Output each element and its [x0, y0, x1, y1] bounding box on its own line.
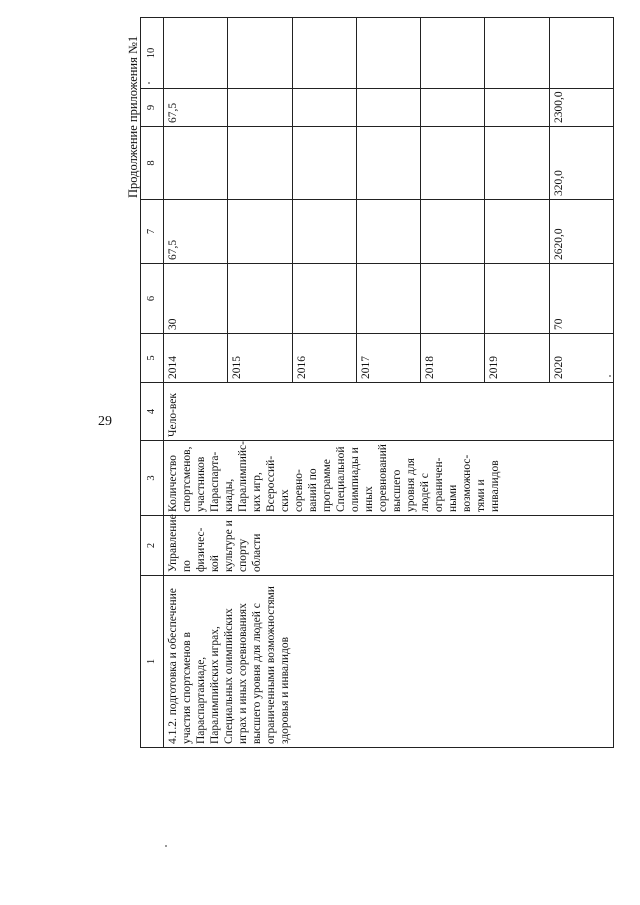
year-cell: 2020 — [549, 334, 613, 383]
value-cell — [485, 89, 549, 127]
measure-description: 4.1.2. подготовка и обеспечение участия спортсменов в Параспартакиаде, Паралимпийских играх, Специальных олимпийских играх и иных соревнованиях высшего уровня для людей с ограниченными возможностями здоровья и инвалидов — [164, 576, 614, 748]
year-cell: 2015 — [228, 334, 292, 383]
value-cell — [485, 127, 549, 200]
column-number: 3 — [141, 441, 164, 516]
value-cell — [292, 127, 356, 200]
column-number: 6 — [141, 264, 164, 334]
year-cell: 2019 — [485, 334, 549, 383]
column-number: 8 — [141, 127, 164, 200]
column-number: 7 — [141, 200, 164, 264]
year-cell: 2017 — [356, 334, 420, 383]
value-cell — [421, 127, 485, 200]
appendix-title: Продолжение приложения №1 — [126, 35, 140, 198]
page-number: 29 — [98, 414, 112, 429]
value-cell — [228, 18, 292, 89]
year-cell: 2014 — [164, 334, 228, 383]
value-cell — [485, 18, 549, 89]
year-cell: 2018 — [421, 334, 485, 383]
column-number: 4 — [141, 383, 164, 441]
column-number: 1 — [141, 576, 164, 748]
value-cell — [356, 18, 420, 89]
value-cell — [228, 89, 292, 127]
value-cell — [356, 264, 420, 334]
value-cell: 67,5 — [164, 200, 228, 264]
value-cell — [356, 200, 420, 264]
program-table — [140, 17, 614, 748]
value-cell: 320,0 — [549, 127, 613, 200]
value-cell — [485, 200, 549, 264]
value-cell — [164, 127, 228, 200]
value-cell — [421, 264, 485, 334]
scan-speck — [165, 845, 167, 847]
value-cell — [292, 18, 356, 89]
unit: Чело-век — [164, 383, 614, 441]
value-cell — [164, 18, 228, 89]
value-cell — [421, 18, 485, 89]
value-cell — [228, 264, 292, 334]
column-number: 9 — [141, 89, 164, 127]
value-cell: 67,5 — [164, 89, 228, 127]
executor: Управление по физичес-кой культуре и спорту области — [164, 516, 614, 576]
value-cell — [292, 264, 356, 334]
column-number: 2 — [141, 516, 164, 576]
value-cell — [421, 200, 485, 264]
value-cell: 30 — [164, 264, 228, 334]
value-cell — [292, 89, 356, 127]
value-cell — [228, 127, 292, 200]
column-number-row — [141, 18, 164, 748]
rotated-table-container — [140, 18, 614, 748]
value-cell — [421, 89, 485, 127]
value-cell: 2620,0 — [549, 200, 613, 264]
value-cell: 70 — [549, 264, 613, 334]
value-cell — [228, 200, 292, 264]
value-cell — [356, 127, 420, 200]
value-cell — [292, 200, 356, 264]
column-number: 10 — [141, 18, 164, 89]
column-number: 5 — [141, 334, 164, 383]
year-cell: 2016 — [292, 334, 356, 383]
value-cell — [485, 264, 549, 334]
table-row — [164, 18, 228, 748]
value-cell — [356, 89, 420, 127]
value-cell: 2300,0 — [549, 89, 613, 127]
value-cell — [549, 18, 613, 89]
indicator: Количество спортсменов, участников Параспарта-киады, Паралимпийс-ких игр, Всероссий-ских соревно-ваний по программе Специальной олимпиады и иных соревнований высшего уровня для людей с ограничен-ными возможнос-тями и инвалидов — [164, 441, 614, 516]
